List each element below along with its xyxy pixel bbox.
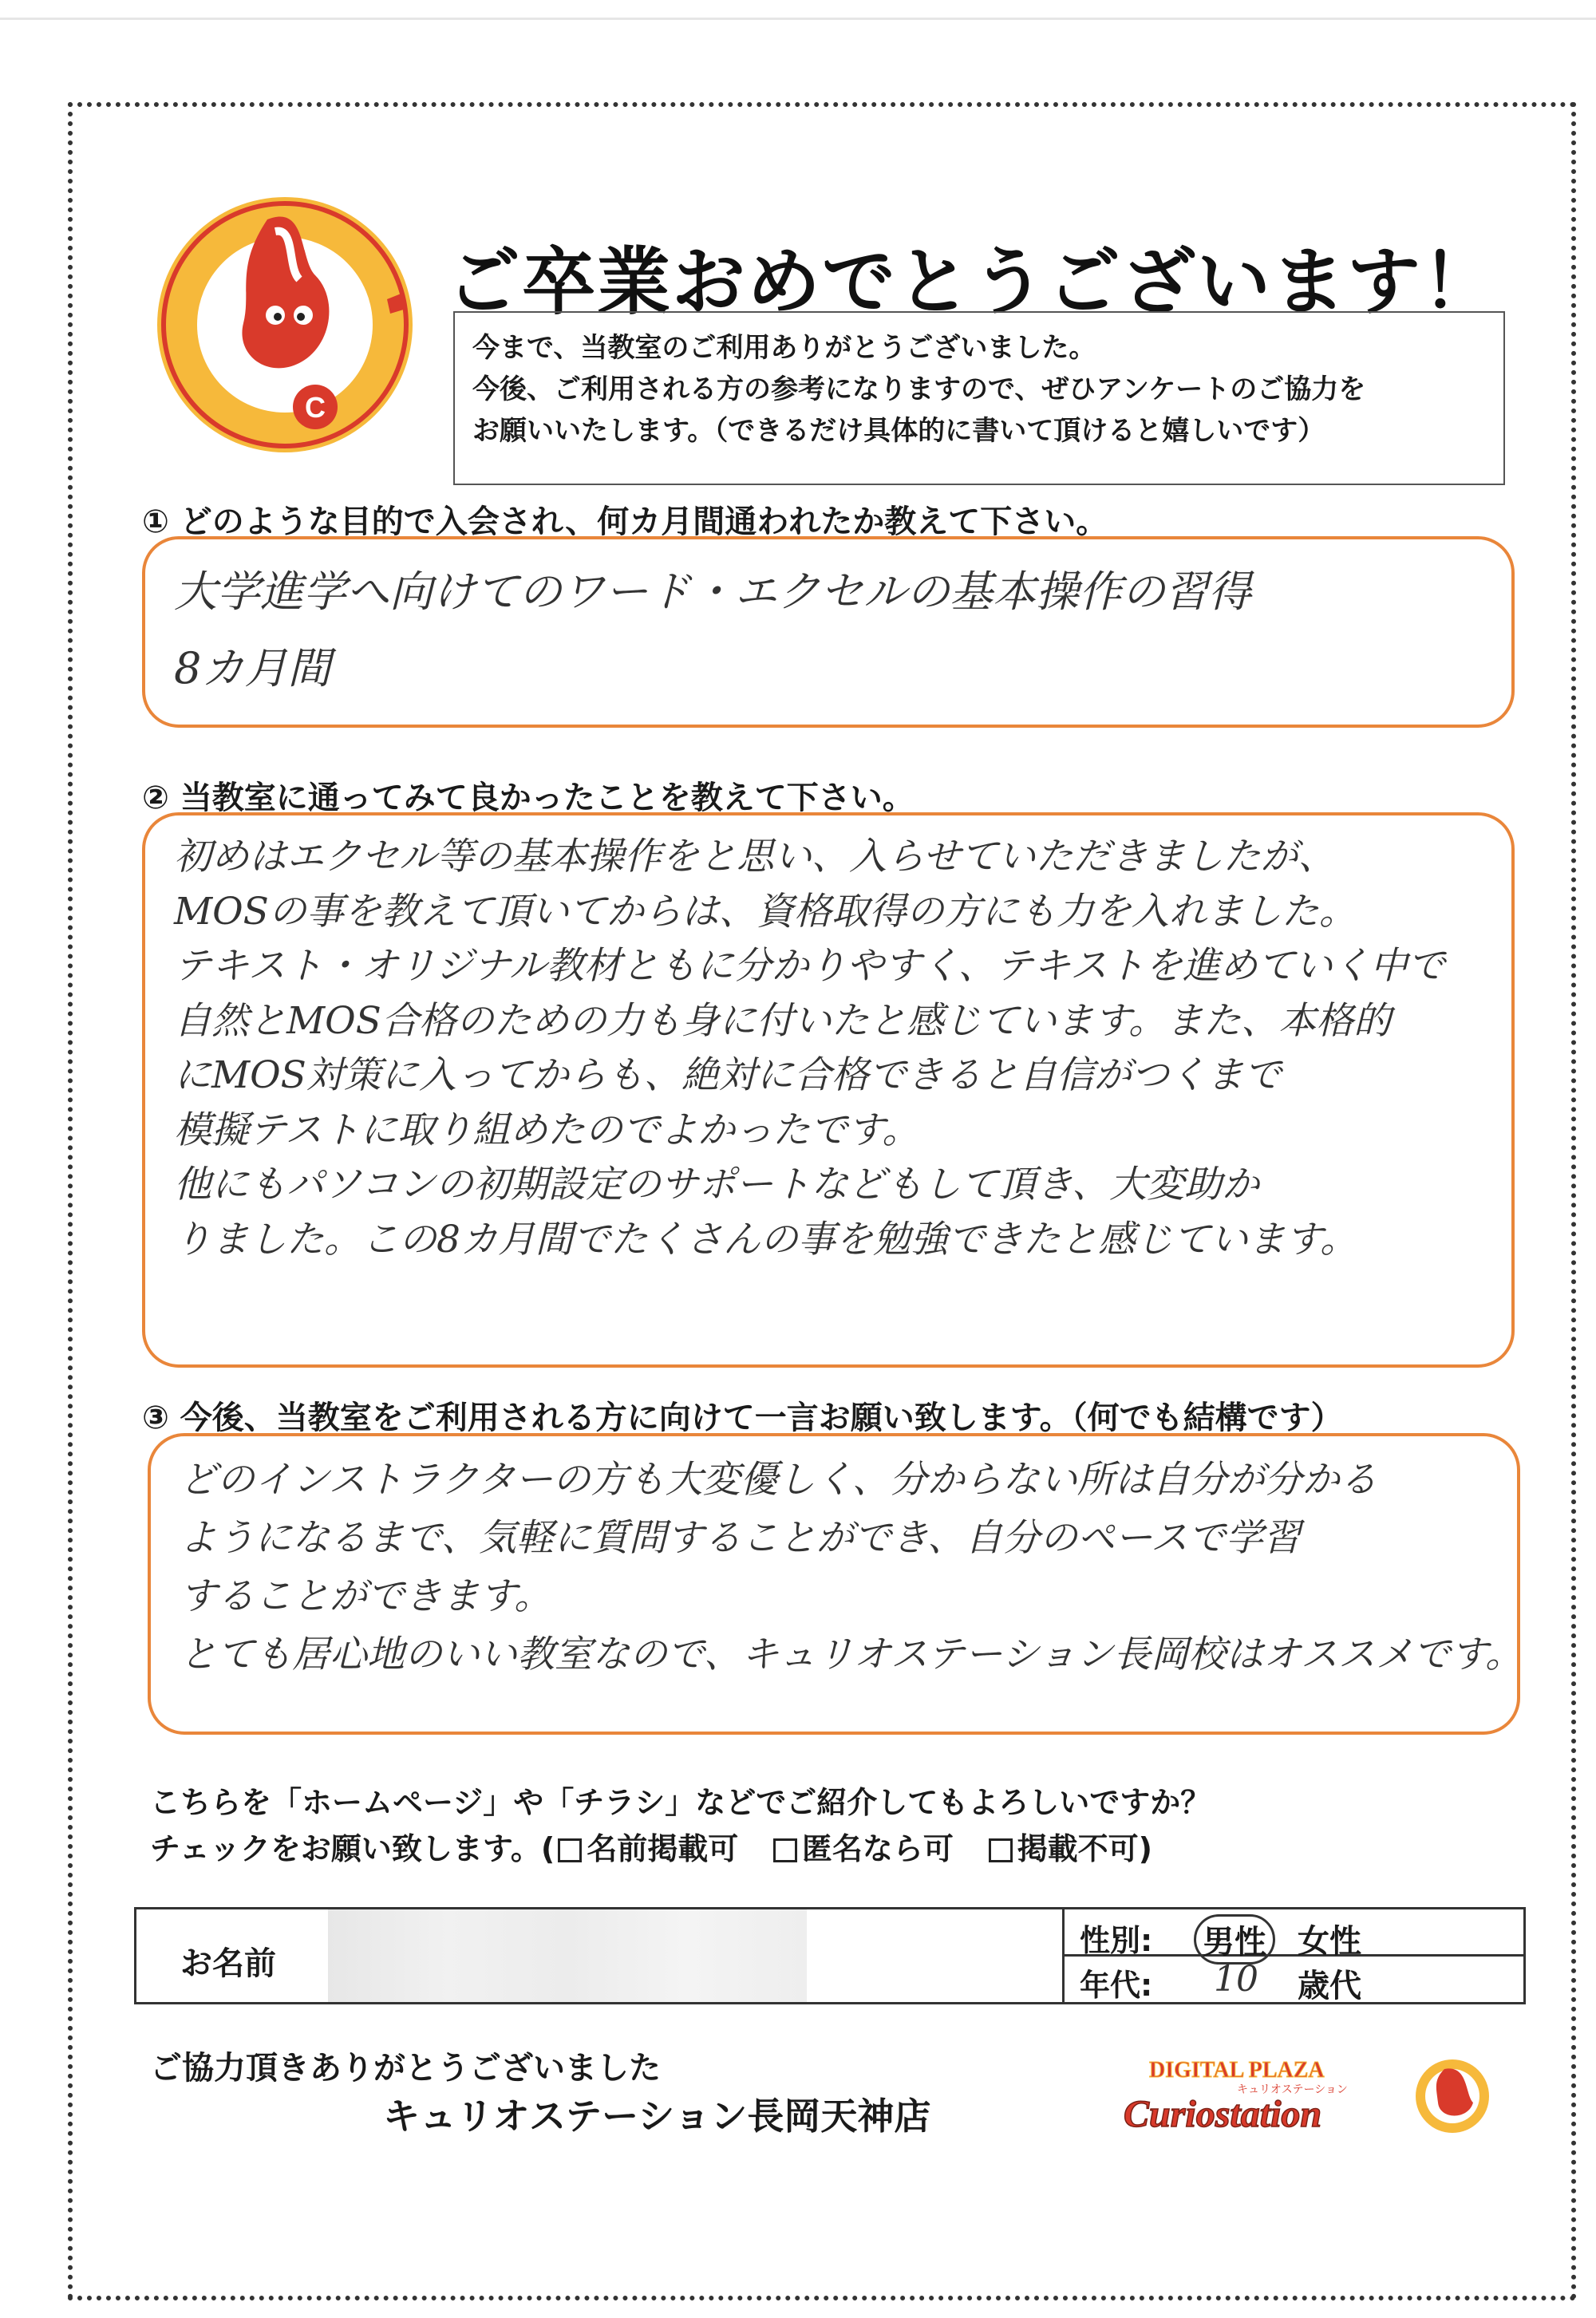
answer-line: テキスト・オリジナル教材ともに分かりやすく、テキストを進めていく中で — [174, 944, 1445, 988]
question-1-answer-box — [142, 536, 1515, 728]
gender-option-female[interactable]: 女性 — [1298, 1923, 1361, 1960]
answer-line: MOSの事を教えて頂いてからは、資格取得の方にも力を入れました。 — [174, 889, 1357, 934]
brand-line-1: DIGITAL PLAZA — [1149, 2058, 1325, 2083]
publish-suffix: ) — [1138, 1831, 1153, 1866]
curio-mascot-logo — [148, 188, 423, 463]
age-value: 10 — [1214, 1959, 1258, 2000]
thanks-text: ご協力頂きありがとうございました — [150, 2050, 661, 2087]
option-label: 掲載不可 — [1017, 1831, 1139, 1866]
gender-option-male-circled[interactable]: 男性 — [1194, 1914, 1275, 1965]
question-3-answer-box — [148, 1433, 1523, 1735]
answer-line: 8カ月間 — [174, 643, 331, 693]
question-2-answer-box — [142, 812, 1515, 1368]
age-suffix: 歳代 — [1298, 1968, 1361, 2004]
answer-line: 他にもパソコンの初期設定のサポートなどもして頂き、大変助か — [174, 1163, 1260, 1206]
publish-question: こちらを「ホームページ」や「チラシ」などでご紹介してもよろしいですか？ — [150, 1785, 1211, 1820]
option-label: 匿名なら可 — [801, 1831, 954, 1866]
intro-line: 今まで、当教室のご利用ありがとうございました。 — [472, 332, 1096, 364]
brand-line-3: Curiostation — [1124, 2093, 1322, 2135]
logo-letter: C — [305, 391, 326, 424]
question-3-label: ③ 今後、当教室をご利用される方に向けて一言お願い致します。（何でも結構です） — [142, 1400, 1343, 1436]
store-name: キュリオステーション長岡天神店 — [383, 2095, 931, 2138]
name-field-redacted — [328, 1909, 807, 2002]
answer-line: 初めはエクセル等の基本操作をと思い、入らせていただきましたが、 — [174, 835, 1336, 879]
question-1-label: ① どのような目的で入会され、何カ月間通われたか教えて下さい。 — [142, 503, 1108, 540]
top-rule — [0, 18, 1596, 20]
checkbox-anonymous-ok[interactable] — [773, 1838, 797, 1862]
answer-line: 自然とMOS合格のための力も身に付いたと感じています。また、本格的 — [174, 998, 1392, 1043]
checkbox-not-allowed[interactable] — [989, 1838, 1013, 1862]
publish-options-row — [150, 1826, 1211, 1872]
name-table — [134, 1907, 1526, 2004]
checkbox-name-ok[interactable] — [558, 1838, 582, 1862]
answer-line: どのインストラクターの方も大変優しく、分からない所は自分が分かる — [180, 1458, 1377, 1502]
answer-line: にMOS対策に入ってからも、絶対に合格できると自信がつくまで — [174, 1053, 1282, 1097]
answer-line: りました。この8カ月間でたくさんの事を勉強できたと感じています。 — [174, 1217, 1358, 1262]
intro-line: 今後、ご利用される方の参考になりますので、ぜひアンケートのご協力を — [472, 373, 1366, 405]
brand-line-2: キュリオステーション — [1237, 2083, 1348, 2096]
name-label: お名前 — [180, 1945, 276, 1982]
answer-line: することができます。 — [180, 1574, 552, 1618]
question-2-label: ② 当教室に通ってみて良かったことを教えて下さい。 — [142, 780, 915, 816]
publish-prefix: チェックをお願い致します。( — [150, 1831, 555, 1866]
answer-line: 大学進学へ向けてのワード・エクセルの基本操作の習得 — [174, 567, 1251, 617]
option-label: 名前掲載可 — [587, 1831, 739, 1866]
publish-consent — [150, 1779, 1211, 1872]
gender-label: 性別: — [1080, 1923, 1153, 1958]
intro-line: お願いいたします。（できるだけ具体的に書いて頂けると嬉しいです） — [472, 415, 1325, 447]
answer-line: とても居心地のいい教室なので、キュリオステーション長岡校はオススメです。 — [180, 1633, 1523, 1676]
age-label: 年代: — [1080, 1968, 1153, 2003]
page-title: ご卒業おめでとうございます！ — [447, 239, 1498, 325]
answer-line: ようになるまで、気軽に質問することができ、自分のペースで学習 — [180, 1516, 1301, 1560]
answer-line: 模擬テストに取り組めたのでよかったです。 — [174, 1108, 920, 1152]
intro-box — [453, 311, 1505, 485]
curiostation-brand-logo — [1117, 2047, 1492, 2142]
